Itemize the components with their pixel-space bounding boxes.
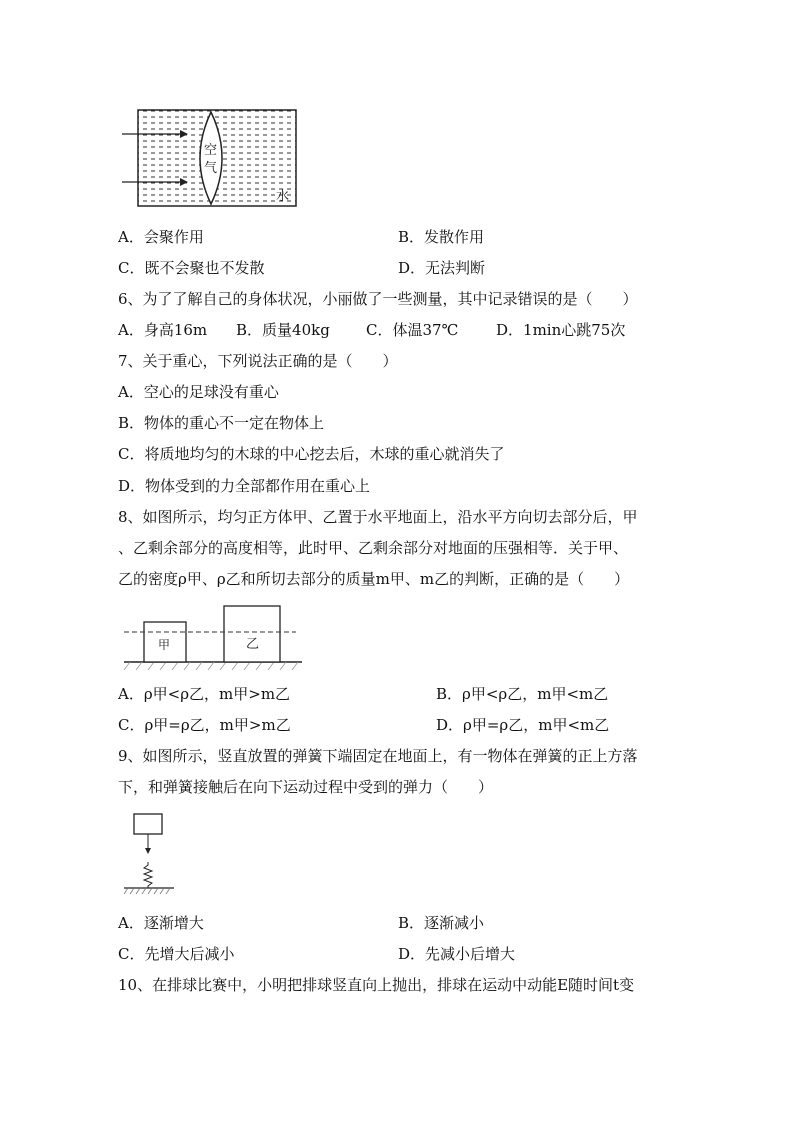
cubes-figure — [120, 600, 306, 674]
q6-option-d: D．1min心跳75次 — [496, 321, 626, 339]
q6-stem: 6、为了了解自己的身体状况，小丽做了一些测量，其中记录错误的是（ ） — [118, 290, 638, 308]
q8-stem-line2: 、乙剩余部分的高度相等，此时甲、乙剩余部分对地面的压强相等．关于甲、 — [118, 539, 629, 557]
cube-yi-label: 乙 — [246, 637, 260, 652]
q10-stem-line1: 10、在排球比赛中，小明把排球竖直向上抛出，排球在运动中动能E随时间t变 — [118, 976, 635, 994]
q7-option-a: A．空心的足球没有重心 — [118, 383, 279, 401]
q5-option-d: D．无法判断 — [398, 259, 486, 277]
air-label: 气 — [204, 161, 218, 176]
q8-stem-line3: 乙的密度ρ甲、ρ乙和所切去部分的质量m甲、m乙的判断，正确的是（ ） — [118, 570, 630, 588]
q9-stem-line1: 9、如图所示，竖直放置的弹簧下端固定在地面上，有一物体在弹簧的正上方落 — [118, 747, 638, 765]
water-label: 水 — [276, 189, 290, 204]
q8-option-c: C．ρ甲=ρ乙，m甲>m乙 — [118, 716, 291, 734]
q7-stem: 7、关于重心，下列说法正确的是（ ） — [118, 352, 398, 370]
q5-option-a: A．会聚作用 — [118, 228, 204, 246]
q8-option-b: B．ρ甲<ρ乙，m甲<m乙 — [436, 685, 609, 703]
q9-option-c: C．先增大后减小 — [118, 945, 235, 963]
q5-option-b: B．发散作用 — [398, 228, 485, 246]
q7-option-c: C．将质地均匀的木球的中心挖去后，木球的重心就消失了 — [118, 445, 505, 463]
q9-option-b: B．逐渐减小 — [398, 914, 485, 932]
air-lens-figure — [118, 108, 300, 208]
cube-jia-label: 甲 — [158, 638, 171, 652]
q5-option-c: C．既不会聚也不发散 — [118, 259, 265, 277]
q9-option-a: A．逐渐增大 — [118, 914, 204, 932]
q8-option-a: A．ρ甲<ρ乙，m甲>m乙 — [118, 685, 291, 703]
spring-figure — [120, 812, 190, 898]
q8-stem-line1: 8、如图所示，均匀正方体甲、乙置于水平地面上，沿水平方向切去部分后，甲 — [118, 508, 638, 526]
q9-stem-line2: 下，和弹簧接触后在向下运动过程中受到的弹力（ ） — [118, 778, 494, 796]
q9-option-d: D．先减小后增大 — [398, 945, 516, 963]
q7-option-d: D．物体受到的力全部都作用在重心上 — [118, 477, 371, 495]
q6-option-c: C．体温37℃ — [366, 321, 459, 339]
q6-option-b: B．质量40kg — [236, 321, 330, 339]
q8-option-d: D．ρ甲=ρ乙，m甲<m乙 — [436, 716, 610, 734]
q6-option-a: A．身高16m — [118, 321, 208, 339]
air-label: 空 — [204, 143, 218, 158]
q7-option-b: B．物体的重心不一定在物体上 — [118, 414, 325, 432]
